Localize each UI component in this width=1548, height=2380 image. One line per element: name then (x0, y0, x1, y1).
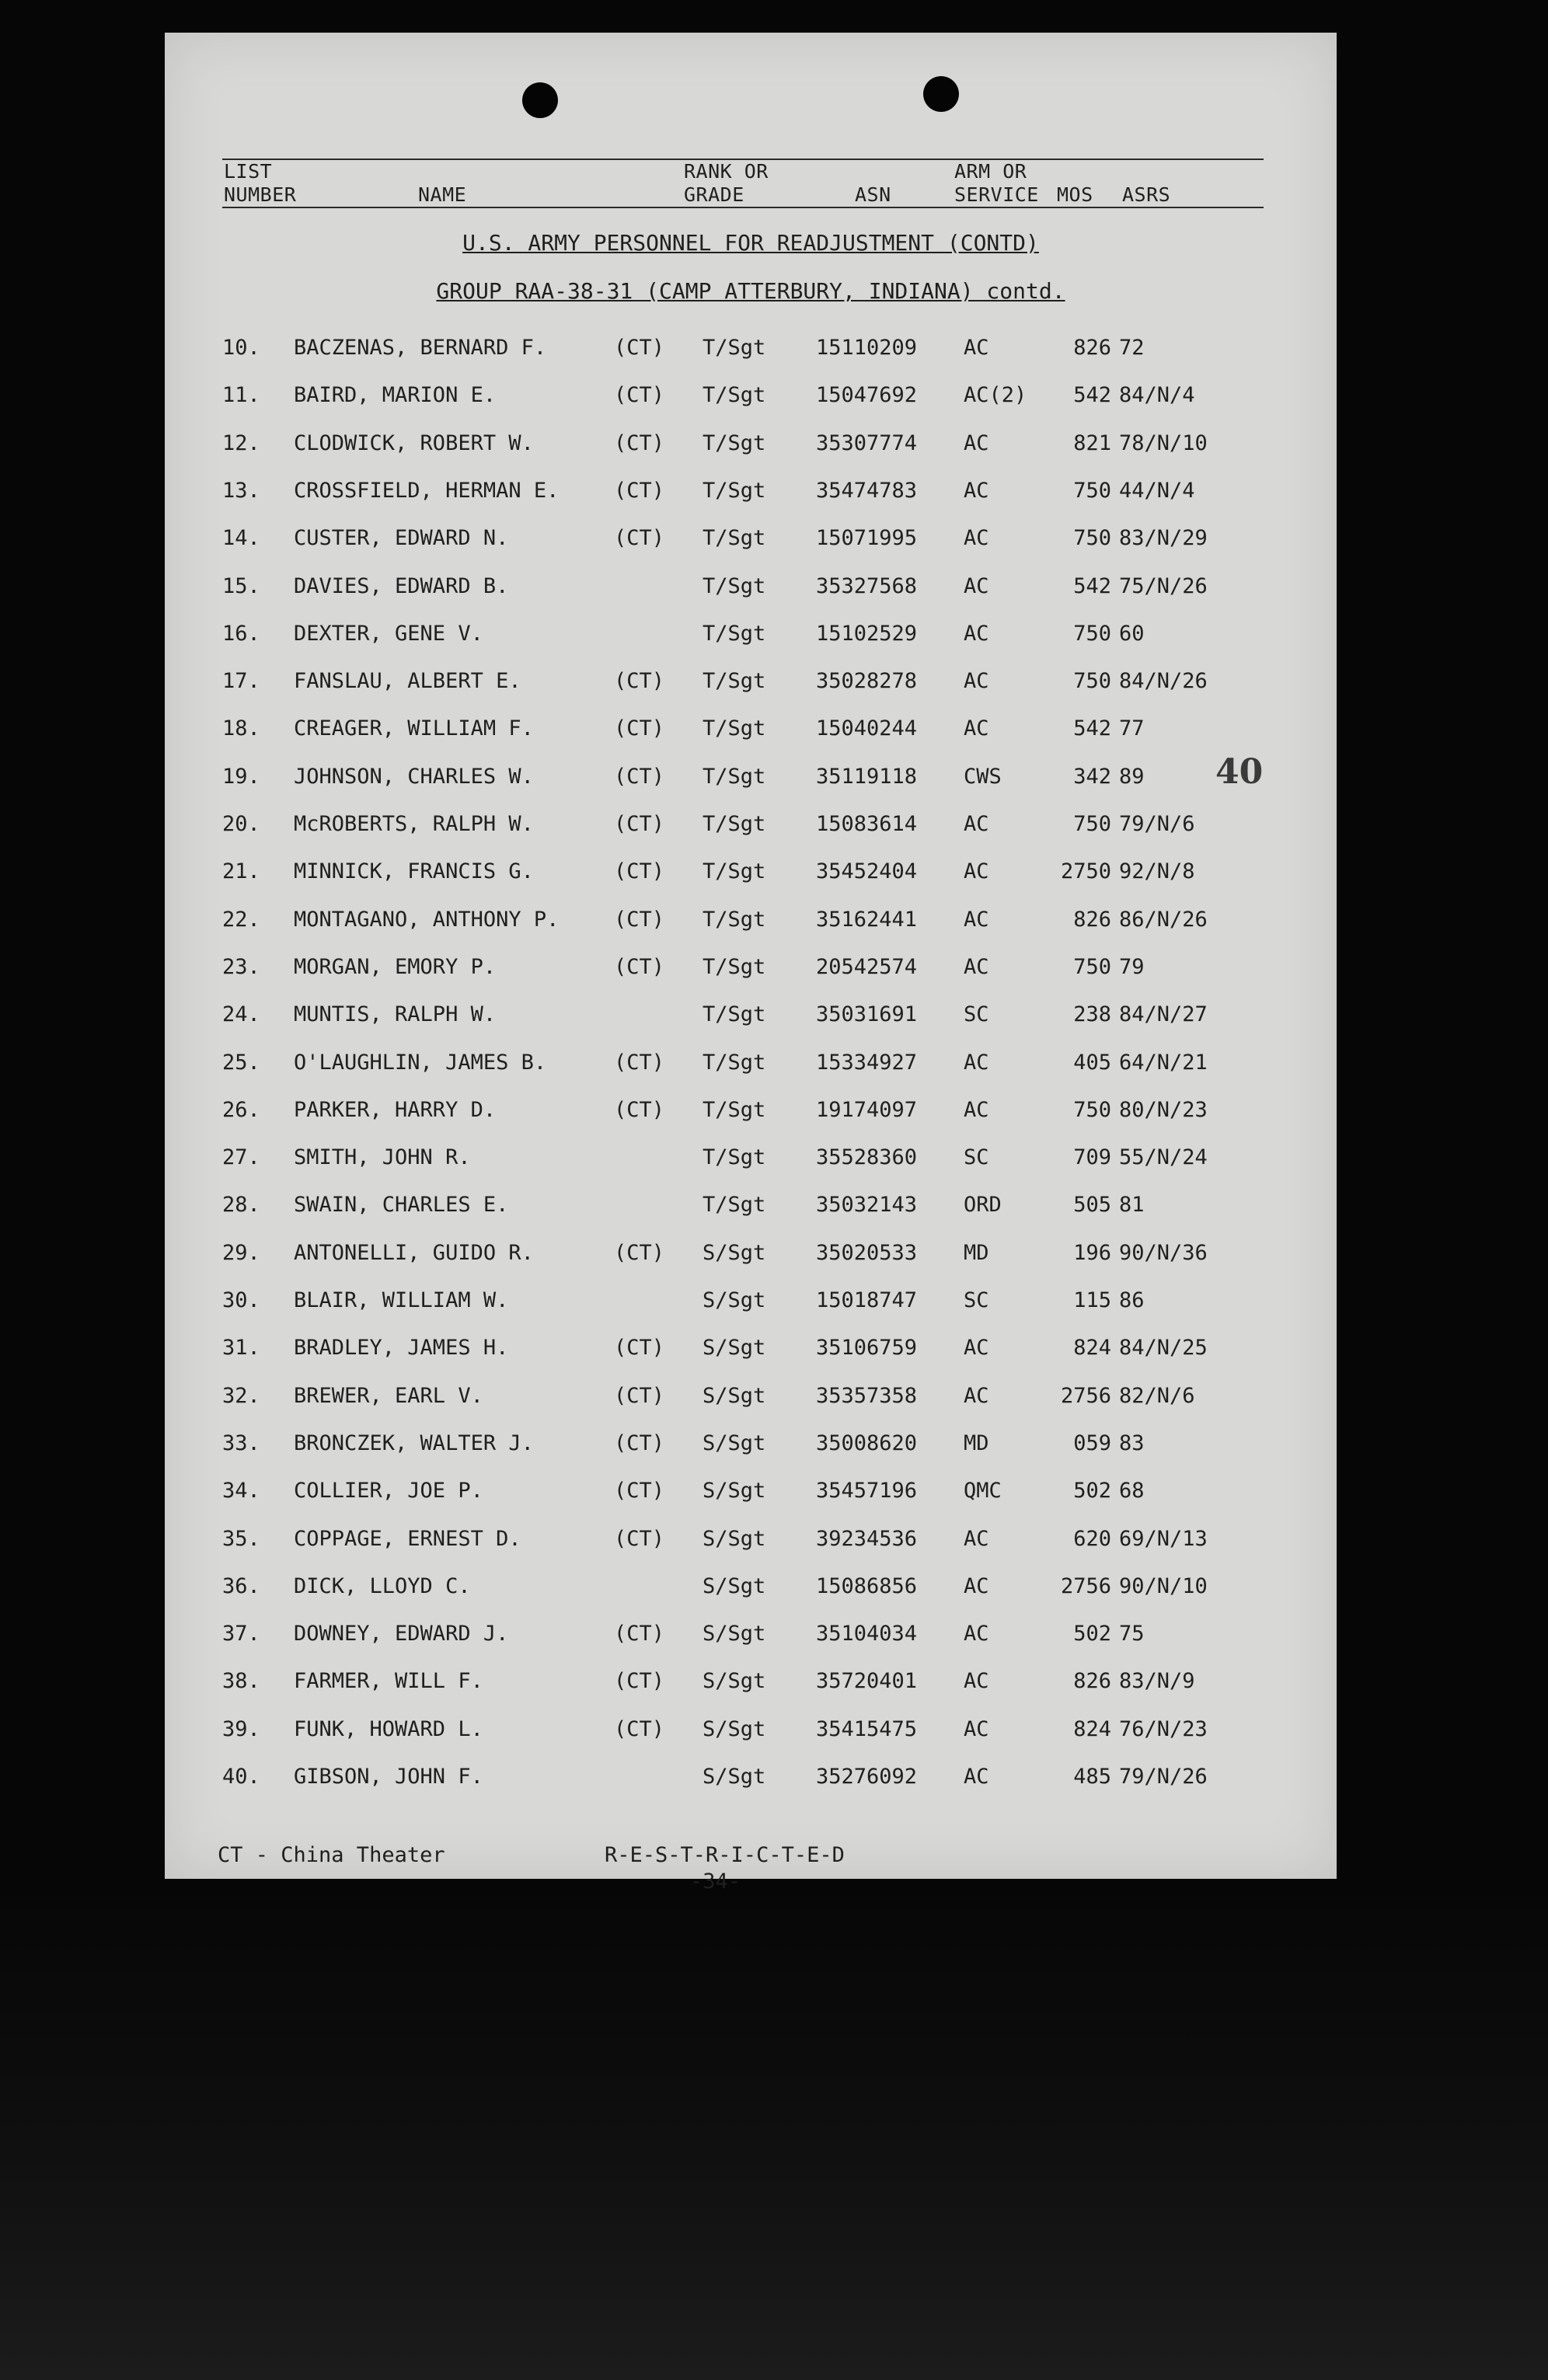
table-row (165, 666, 1337, 697)
row-number: 30. (222, 1288, 260, 1312)
row-asn: 35031691 (816, 1002, 918, 1027)
row-asrs: 83/N/9 (1119, 1669, 1195, 1694)
row-arm: AC (964, 1573, 989, 1598)
punch-hole-left (522, 82, 558, 118)
row-rank: T/Sgt (703, 573, 766, 598)
row-mos: 750 (1073, 954, 1111, 979)
row-asrs: 82/N/6 (1119, 1383, 1195, 1408)
table-row (165, 856, 1337, 887)
row-asrs: 92/N/8 (1119, 859, 1195, 884)
table-row (165, 1476, 1337, 1507)
row-number: 32. (222, 1383, 260, 1408)
row-mos: 824 (1073, 1716, 1111, 1741)
row-name: CLODWICK, ROBERT W. (294, 430, 534, 455)
row-asrs: 77 (1119, 716, 1145, 741)
table-row (165, 1333, 1337, 1364)
row-name: COLLIER, JOE P. (294, 1479, 483, 1504)
row-arm: AC (964, 669, 989, 694)
row-theater: (CT) (614, 1383, 665, 1408)
row-theater: (CT) (614, 1716, 665, 1741)
row-asrs: 44/N/4 (1119, 478, 1195, 503)
row-number: 19. (222, 764, 260, 789)
row-rank: T/Sgt (703, 1002, 766, 1027)
table-row (165, 1047, 1337, 1078)
row-theater: (CT) (614, 526, 665, 551)
row-rank: T/Sgt (703, 669, 766, 694)
row-name: O'LAUGHLIN, JAMES B. (294, 1050, 547, 1075)
row-number: 20. (222, 812, 260, 836)
row-rank: T/Sgt (703, 812, 766, 836)
row-mos: 238 (1073, 1002, 1111, 1027)
row-mos: 196 (1073, 1240, 1111, 1265)
table-row (165, 761, 1337, 793)
table-row (165, 904, 1337, 936)
row-mos: 826 (1073, 907, 1111, 932)
row-mos: 2750 (1060, 859, 1111, 884)
table-row (165, 1238, 1337, 1269)
row-rank: S/Sgt (703, 1622, 766, 1646)
table-row (165, 1666, 1337, 1697)
row-arm: QMC (964, 1479, 1002, 1504)
header-arm-label: ARM OR (954, 160, 1027, 183)
row-rank: T/Sgt (703, 1145, 766, 1170)
row-rank: T/Sgt (703, 383, 766, 408)
row-asn: 15083614 (816, 812, 918, 836)
row-asrs: 75 (1119, 1622, 1145, 1646)
row-number: 31. (222, 1336, 260, 1361)
header-name-label: NAME (418, 183, 467, 206)
table-row (165, 1428, 1337, 1459)
row-rank: S/Sgt (703, 1479, 766, 1504)
row-number: 38. (222, 1669, 260, 1694)
row-name: PARKER, HARRY D. (294, 1097, 497, 1122)
row-mos: 826 (1073, 336, 1111, 360)
row-asn: 35119118 (816, 764, 918, 789)
row-arm: AC (964, 859, 989, 884)
row-name: BLAIR, WILLIAM W. (294, 1288, 509, 1312)
row-arm: AC (964, 526, 989, 551)
row-arm: SC (964, 1145, 989, 1170)
row-asrs: 86 (1119, 1288, 1145, 1312)
row-rank: T/Sgt (703, 478, 766, 503)
row-name: CROSSFIELD, HERMAN E. (294, 478, 560, 503)
header-mos-label: MOS (1057, 183, 1093, 206)
row-mos: 542 (1073, 573, 1111, 598)
row-number: 22. (222, 907, 260, 932)
row-asrs: 90/N/36 (1119, 1240, 1208, 1265)
row-name: FARMER, WILL F. (294, 1669, 483, 1694)
row-asn: 35474783 (816, 478, 918, 503)
row-mos: 115 (1073, 1288, 1111, 1312)
row-asn: 15110209 (816, 336, 918, 360)
row-number: 39. (222, 1716, 260, 1741)
row-asrs: 84/N/26 (1119, 669, 1208, 694)
row-arm: AC (964, 1383, 989, 1408)
row-name: MORGAN, EMORY P. (294, 954, 497, 979)
row-asrs: 72 (1119, 336, 1145, 360)
row-asrs: 75/N/26 (1119, 573, 1208, 598)
row-asn: 15086856 (816, 1573, 918, 1598)
row-asn: 35720401 (816, 1669, 918, 1694)
row-mos: 542 (1073, 716, 1111, 741)
row-number: 11. (222, 383, 260, 408)
row-arm: SC (964, 1002, 989, 1027)
row-name: DICK, LLOYD C. (294, 1573, 471, 1598)
row-name: CREAGER, WILLIAM F. (294, 716, 534, 741)
row-mos: 405 (1073, 1050, 1111, 1075)
row-asn: 35307774 (816, 430, 918, 455)
row-arm: AC (964, 1097, 989, 1122)
row-asrs: 89 (1119, 764, 1145, 789)
row-arm: MD (964, 1240, 989, 1265)
row-number: 34. (222, 1479, 260, 1504)
row-rank: T/Sgt (703, 859, 766, 884)
row-mos: 505 (1073, 1193, 1111, 1218)
row-rank: S/Sgt (703, 1240, 766, 1265)
row-name: DEXTER, GENE V. (294, 621, 483, 646)
film-background (0, 1896, 1548, 2380)
table-row (165, 619, 1337, 650)
row-asrs: 79/N/26 (1119, 1765, 1208, 1789)
row-number: 33. (222, 1430, 260, 1455)
table-row (165, 1714, 1337, 1745)
row-asrs: 84/N/25 (1119, 1336, 1208, 1361)
row-name: SWAIN, CHARLES E. (294, 1193, 509, 1218)
row-number: 27. (222, 1145, 260, 1170)
header-list-label: LIST (224, 160, 273, 183)
row-name: FANSLAU, ALBERT E. (294, 669, 521, 694)
row-rank: S/Sgt (703, 1669, 766, 1694)
row-asn: 15040244 (816, 716, 918, 741)
row-arm: AC(2) (964, 383, 1027, 408)
row-theater: (CT) (614, 1526, 665, 1551)
header-rank-label: RANK OR (684, 160, 769, 183)
header-grade-label: GRADE (684, 183, 744, 206)
row-arm: AC (964, 907, 989, 932)
row-arm: AC (964, 621, 989, 646)
punch-hole-right (923, 76, 959, 112)
row-theater: (CT) (614, 716, 665, 741)
row-mos: 750 (1073, 621, 1111, 646)
row-name: BREWER, EARL V. (294, 1383, 483, 1408)
row-name: BAIRD, MARION E. (294, 383, 497, 408)
row-asn: 35327568 (816, 573, 918, 598)
row-asrs: 90/N/10 (1119, 1573, 1208, 1598)
row-rank: T/Sgt (703, 764, 766, 789)
row-asn: 15102529 (816, 621, 918, 646)
row-asrs: 79 (1119, 954, 1145, 979)
table-row (165, 713, 1337, 744)
table-row (165, 809, 1337, 840)
row-rank: T/Sgt (703, 1097, 766, 1122)
row-number: 16. (222, 621, 260, 646)
row-asn: 19174097 (816, 1097, 918, 1122)
row-mos: 502 (1073, 1479, 1111, 1504)
row-rank: T/Sgt (703, 1193, 766, 1218)
row-theater: (CT) (614, 1430, 665, 1455)
row-theater: (CT) (614, 764, 665, 789)
table-row (165, 476, 1337, 507)
row-name: MINNICK, FRANCIS G. (294, 859, 534, 884)
table-row (165, 1381, 1337, 1412)
row-asrs: 84/N/4 (1119, 383, 1195, 408)
row-number: 21. (222, 859, 260, 884)
row-number: 14. (222, 526, 260, 551)
row-asn: 35008620 (816, 1430, 918, 1455)
row-name: DOWNEY, EDWARD J. (294, 1622, 509, 1646)
row-asn: 35452404 (816, 859, 918, 884)
row-name: BACZENAS, BERNARD F. (294, 336, 547, 360)
row-asn: 15334927 (816, 1050, 918, 1075)
row-mos: 750 (1073, 812, 1111, 836)
row-number: 25. (222, 1050, 260, 1075)
row-asn: 39234536 (816, 1526, 918, 1551)
row-asn: 35104034 (816, 1622, 918, 1646)
row-name: ANTONELLI, GUIDO R. (294, 1240, 534, 1265)
row-arm: AC (964, 1050, 989, 1075)
table-row (165, 1571, 1337, 1602)
row-theater: (CT) (614, 907, 665, 932)
row-number: 12. (222, 430, 260, 455)
row-rank: T/Sgt (703, 526, 766, 551)
row-asn: 35357358 (816, 1383, 918, 1408)
header-asrs-label: ASRS (1122, 183, 1171, 206)
row-asrs: 84/N/27 (1119, 1002, 1208, 1027)
row-arm: CWS (964, 764, 1002, 789)
row-mos: 750 (1073, 669, 1111, 694)
table-row (165, 1285, 1337, 1316)
footer-page-number: -34- (690, 1870, 741, 1894)
row-rank: S/Sgt (703, 1716, 766, 1741)
row-arm: AC (964, 1765, 989, 1789)
table-row (165, 952, 1337, 983)
footer-legend: CT - China Theater (218, 1843, 445, 1867)
table-row (165, 428, 1337, 459)
row-theater: (CT) (614, 1479, 665, 1504)
row-rank: S/Sgt (703, 1336, 766, 1361)
row-arm: AC (964, 478, 989, 503)
row-asrs: 86/N/26 (1119, 907, 1208, 932)
row-rank: S/Sgt (703, 1288, 766, 1312)
header-number-label: NUMBER (224, 183, 297, 206)
row-mos: 824 (1073, 1336, 1111, 1361)
row-arm: AC (964, 1622, 989, 1646)
row-asn: 20542574 (816, 954, 918, 979)
row-asrs: 64/N/21 (1119, 1050, 1208, 1075)
row-name: JOHNSON, CHARLES W. (294, 764, 534, 789)
row-number: 36. (222, 1573, 260, 1598)
document-page (165, 33, 1337, 1894)
row-theater: (CT) (614, 812, 665, 836)
row-arm: AC (964, 812, 989, 836)
row-arm: SC (964, 1288, 989, 1312)
row-mos: 485 (1073, 1765, 1111, 1789)
row-name: GIBSON, JOHN F. (294, 1765, 483, 1789)
table-row (165, 1190, 1337, 1221)
table-row (165, 333, 1337, 364)
row-name: MONTAGANO, ANTHONY P. (294, 907, 560, 932)
row-rank: T/Sgt (703, 954, 766, 979)
row-rank: S/Sgt (703, 1383, 766, 1408)
table-row (165, 523, 1337, 554)
table-row (165, 999, 1337, 1030)
row-number: 24. (222, 1002, 260, 1027)
row-theater: (CT) (614, 1669, 665, 1694)
row-theater: (CT) (614, 478, 665, 503)
row-name: CUSTER, EDWARD N. (294, 526, 509, 551)
row-asn: 35276092 (816, 1765, 918, 1789)
row-theater: (CT) (614, 430, 665, 455)
table-row (165, 1524, 1337, 1555)
row-arm: AC (964, 1716, 989, 1741)
row-asn: 35020533 (816, 1240, 918, 1265)
row-asn: 35106759 (816, 1336, 918, 1361)
row-theater: (CT) (614, 336, 665, 360)
row-rank: T/Sgt (703, 336, 766, 360)
row-rank: T/Sgt (703, 716, 766, 741)
row-arm: AC (964, 716, 989, 741)
row-asn: 35028278 (816, 669, 918, 694)
row-mos: 620 (1073, 1526, 1111, 1551)
row-asrs: 83 (1119, 1430, 1145, 1455)
row-theater: (CT) (614, 1622, 665, 1646)
row-asrs: 81 (1119, 1193, 1145, 1218)
row-name: COPPAGE, ERNEST D. (294, 1526, 521, 1551)
table-row (165, 1761, 1337, 1793)
header-bottom-rule (222, 207, 1264, 208)
row-asn: 35032143 (816, 1193, 918, 1218)
row-theater: (CT) (614, 1336, 665, 1361)
table-row (165, 380, 1337, 411)
row-number: 26. (222, 1097, 260, 1122)
row-asrs: 69/N/13 (1119, 1526, 1208, 1551)
row-theater: (CT) (614, 1097, 665, 1122)
row-mos: 2756 (1060, 1573, 1111, 1598)
row-asrs: 79/N/6 (1119, 812, 1195, 836)
row-name: BRONCZEK, WALTER J. (294, 1430, 534, 1455)
row-theater: (CT) (614, 954, 665, 979)
row-mos: 709 (1073, 1145, 1111, 1170)
row-name: DAVIES, EDWARD B. (294, 573, 509, 598)
row-number: 17. (222, 669, 260, 694)
row-theater: (CT) (614, 669, 665, 694)
row-name: MUNTIS, RALPH W. (294, 1002, 497, 1027)
row-mos: 750 (1073, 526, 1111, 551)
row-mos: 750 (1073, 478, 1111, 503)
table-row (165, 1142, 1337, 1173)
row-number: 13. (222, 478, 260, 503)
row-rank: S/Sgt (703, 1765, 766, 1789)
row-name: FUNK, HOWARD L. (294, 1716, 483, 1741)
row-arm: AC (964, 1669, 989, 1694)
row-number: 37. (222, 1622, 260, 1646)
row-mos: 826 (1073, 1669, 1111, 1694)
row-mos: 750 (1073, 1097, 1111, 1122)
row-asn: 35415475 (816, 1716, 918, 1741)
document-subtitle: GROUP RAA-38-31 (CAMP ATTERBURY, INDIANA) contd. (436, 278, 1065, 304)
row-asn: 15018747 (816, 1288, 918, 1312)
row-asrs: 60 (1119, 621, 1145, 646)
row-name: BRADLEY, JAMES H. (294, 1336, 509, 1361)
row-number: 18. (222, 716, 260, 741)
row-arm: AC (964, 1526, 989, 1551)
row-arm: ORD (964, 1193, 1002, 1218)
header-service-label: SERVICE (954, 183, 1039, 206)
row-rank: S/Sgt (703, 1526, 766, 1551)
row-name: McROBERTS, RALPH W. (294, 812, 534, 836)
row-arm: AC (964, 336, 989, 360)
row-number: 23. (222, 954, 260, 979)
header-asn-label: ASN (855, 183, 891, 206)
row-rank: S/Sgt (703, 1430, 766, 1455)
footer-restricted: R-E-S-T-R-I-C-T-E-D (605, 1843, 845, 1867)
row-name: SMITH, JOHN R. (294, 1145, 471, 1170)
row-asn: 35528360 (816, 1145, 918, 1170)
row-number: 35. (222, 1526, 260, 1551)
row-theater: (CT) (614, 859, 665, 884)
row-arm: AC (964, 573, 989, 598)
row-theater: (CT) (614, 383, 665, 408)
row-rank: T/Sgt (703, 621, 766, 646)
row-asn: 15071995 (816, 526, 918, 551)
row-arm: MD (964, 1430, 989, 1455)
row-mos: 502 (1073, 1622, 1111, 1646)
row-asrs: 68 (1119, 1479, 1145, 1504)
table-row (165, 1619, 1337, 1650)
row-arm: AC (964, 1336, 989, 1361)
row-asrs: 83/N/29 (1119, 526, 1208, 551)
row-theater: (CT) (614, 1240, 665, 1265)
row-number: 29. (222, 1240, 260, 1265)
row-asrs: 55/N/24 (1119, 1145, 1208, 1170)
row-asrs: 76/N/23 (1119, 1716, 1208, 1741)
table-row (165, 571, 1337, 602)
row-asn: 35457196 (816, 1479, 918, 1504)
row-arm: AC (964, 954, 989, 979)
row-rank: S/Sgt (703, 1573, 766, 1598)
row-mos: 821 (1073, 430, 1111, 455)
row-asrs: 80/N/23 (1119, 1097, 1208, 1122)
row-theater: (CT) (614, 1050, 665, 1075)
handwritten-margin-note: 40 (1215, 752, 1264, 792)
row-rank: T/Sgt (703, 1050, 766, 1075)
row-mos: 542 (1073, 383, 1111, 408)
row-number: 10. (222, 336, 260, 360)
row-asrs: 78/N/10 (1119, 430, 1208, 455)
row-number: 28. (222, 1193, 260, 1218)
row-mos: 2756 (1060, 1383, 1111, 1408)
row-asn: 35162441 (816, 907, 918, 932)
row-rank: T/Sgt (703, 430, 766, 455)
row-number: 15. (222, 573, 260, 598)
row-arm: AC (964, 430, 989, 455)
document-title: U.S. ARMY PERSONNEL FOR READJUSTMENT (CONTD) (462, 230, 1039, 256)
row-number: 40. (222, 1765, 260, 1789)
table-row (165, 1095, 1337, 1126)
row-rank: T/Sgt (703, 907, 766, 932)
row-asn: 15047692 (816, 383, 918, 408)
row-mos: 342 (1073, 764, 1111, 789)
row-mos: 059 (1073, 1430, 1111, 1455)
